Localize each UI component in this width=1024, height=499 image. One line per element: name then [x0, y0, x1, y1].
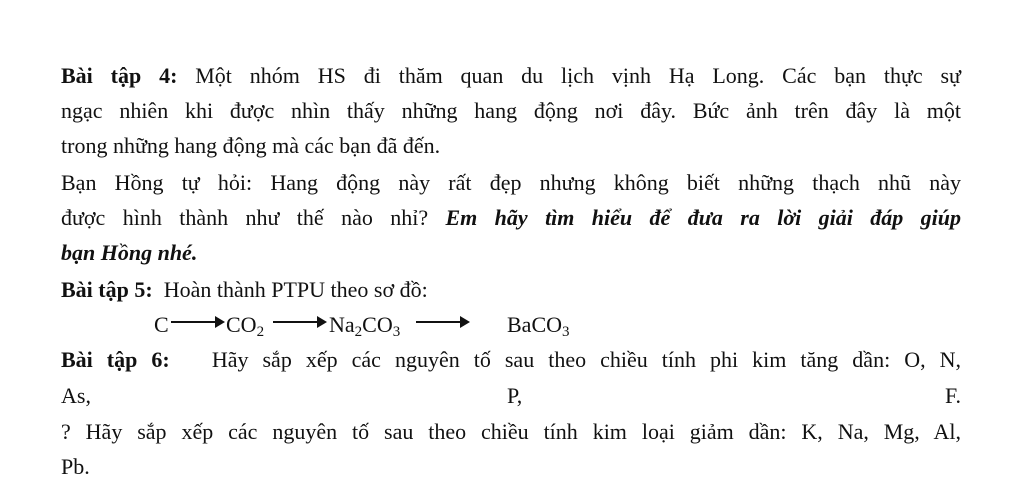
ex5-heading — [61, 277, 961, 303]
ex4-line1-text: Một nhóm HS đi thăm quan du lịch vịnh Hạ Long. Các bạn thực sự — [195, 63, 961, 88]
element-f: F. — [945, 383, 961, 408]
ex6-line-1 — [61, 347, 961, 373]
element-p: P, — [507, 383, 523, 408]
ex4-line-3: trong những hang động mà các bạn đã đến. — [61, 133, 441, 158]
ex4-label: Bài tập 4: — [61, 63, 178, 88]
ex4-line-2: ngạc nhiên khi được nhìn thấy những hang động nơi đây. Bức ảnh trên đây là một — [61, 98, 961, 123]
scheme-carbon: C — [154, 312, 169, 337]
co3-main: CO — [362, 312, 393, 337]
document-page — [61, 0, 961, 499]
arrow-icon — [416, 316, 470, 328]
na-main: Na — [329, 312, 355, 337]
co3-sub: 3 — [392, 324, 401, 340]
scheme-baco3 — [507, 312, 570, 338]
ex5-text: Hoàn thành PTPU theo sơ đồ: — [163, 277, 428, 302]
ba-sub: 3 — [562, 324, 570, 340]
co2-main: CO — [226, 312, 257, 337]
arrow-icon — [171, 316, 225, 328]
ba-main: BaCO — [507, 312, 562, 337]
scheme-na2co3 — [329, 312, 400, 338]
ex5-label: Bài tập 5: — [61, 277, 153, 302]
ex6-line-3: ? Hãy sắp xếp các nguyên tố sau theo chiều tính kim loại giảm dần: K, Na, Mg, Al, — [61, 419, 961, 444]
arrow-icon — [273, 316, 327, 328]
ex4-line-5 — [61, 205, 961, 231]
element-as: As, — [61, 383, 91, 408]
ex4-line5-bold: Em hãy tìm hiểu để đưa ra lời giải đáp giúp — [445, 205, 961, 230]
ex4-line-1 — [61, 63, 961, 89]
ex4-line-4: Bạn Hồng tự hỏi: Hang động này rất đẹp nhưng không biết những thạch nhũ này — [61, 170, 961, 195]
reaction-scheme — [61, 310, 961, 338]
ex6-label: Bài tập 6: — [61, 347, 170, 372]
ex6-line-2 — [61, 383, 961, 409]
ex4-line5-text: được hình thành như thế nào nhỉ? — [61, 205, 446, 230]
ex6-line1-text: Hãy sắp xếp các nguyên tố sau theo chiều tính phi kim tăng dần: O, N, — [211, 347, 962, 372]
ex4-line-6 — [61, 240, 961, 266]
scheme-co2 — [226, 312, 264, 338]
co2-sub: 2 — [256, 324, 265, 340]
na-sub: 2 — [354, 324, 363, 340]
ex4-line6-bold: bạn Hồng nhé. — [61, 240, 198, 265]
ex6-line-4: Pb. — [61, 454, 90, 479]
